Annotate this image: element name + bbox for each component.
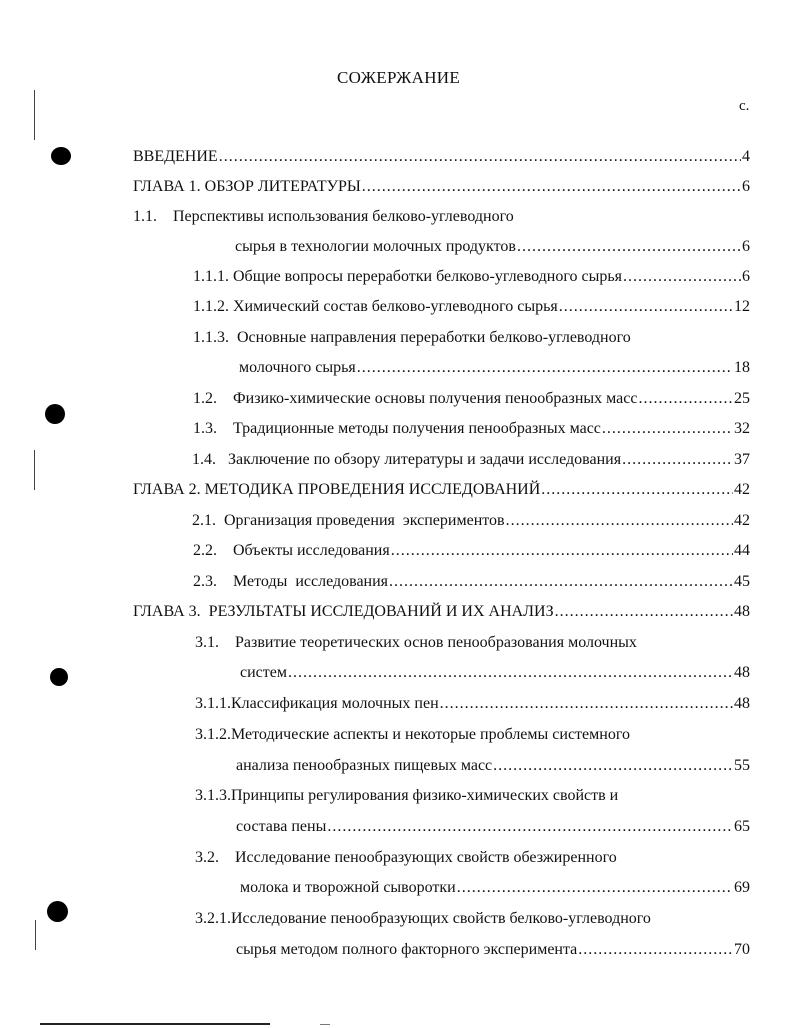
toc-leader-dots [622,450,733,470]
toc-entry[interactable] [236,940,750,960]
toc-entry-label: систем [240,664,287,681]
scan-bottom-edge [40,1023,270,1025]
punch-hole [51,147,71,165]
toc-entry-page: 65 [734,818,750,835]
page-title: СОЖЕРЖАНИЕ [336,68,461,87]
toc-entry[interactable] [195,725,630,745]
toc-entry[interactable] [193,267,750,287]
toc-leader-dots [219,147,741,167]
toc-entry[interactable] [236,756,750,776]
toc-entry-page: 6 [742,238,750,255]
toc-entry-label: 3.1.3.Принципы регулирования физико-химических свойств и [195,787,619,804]
toc-entry-label: 2.1. Организация проведения экспериментов [192,512,505,529]
toc-leader-dots [362,177,741,197]
toc-entry-page: 6 [742,178,750,195]
toc-entry-label: 1.2. Физико-химические основы получения пенообразных масс [193,390,638,407]
toc-entry-page: 12 [734,298,750,315]
toc-leader-dots [559,297,733,317]
toc-leader-dots [555,602,733,622]
toc-leader-dots [578,940,733,960]
toc-entry-label: 1.1.2. Химический состав белково-углеводного сырья [193,298,558,315]
toc-entry[interactable] [133,177,750,197]
toc-entry-label: ВВЕДЕНИЕ [133,148,218,165]
toc-entry[interactable] [195,848,617,868]
toc-leader-dots [493,756,733,776]
toc-entry[interactable] [195,633,637,653]
toc-leader-dots [623,267,741,287]
toc-entry[interactable] [193,297,750,317]
toc-entry-page: 70 [734,941,750,958]
toc-entry[interactable] [239,358,750,378]
toc-entry-label: 3.1.1.Классификация молочных пен [195,695,439,712]
toc-entry[interactable] [133,207,514,227]
toc-entry[interactable] [195,786,618,806]
toc-entry-label: ГЛАВА 3. РЕЗУЛЬТАТЫ ИССЛЕДОВАНИЙ И ИХ АНАЛИЗ [133,603,554,620]
toc-entry[interactable] [195,694,750,714]
toc-leader-dots [357,358,733,378]
toc-leader-dots [602,419,733,439]
toc-entry[interactable] [236,817,750,837]
toc-leader-dots [457,878,733,898]
toc-entry[interactable] [192,450,750,470]
toc-entry-page: 42 [734,512,750,529]
toc-entry[interactable] [193,541,750,561]
scan-edge-line [34,450,35,490]
toc-entry-page: 37 [734,451,750,468]
toc-entry-page: 48 [734,664,750,681]
toc-entry-label: анализа пенообразных пищевых масс [236,757,493,774]
toc-entry[interactable] [192,511,750,531]
toc-entry[interactable] [195,909,651,929]
punch-hole [45,404,65,424]
toc-entry-label: ГЛАВА 1. ОБЗОР ЛИТЕРАТУРЫ [133,178,361,195]
toc-leader-dots [506,511,733,531]
toc-entry-label: 1.1.1. Общие вопросы переработки белково-углеводного сырья [193,268,623,285]
toc-entry-page: 44 [734,542,750,559]
toc-entry-label: 1.3. Традиционные методы получения пенообразных масс [193,420,601,437]
toc-entry-label: молока и творожной сыворотки [240,879,456,896]
toc-entry[interactable] [193,328,631,348]
toc-entry-page: 6 [742,268,750,285]
toc-entry-label: 2.2. Объекты исследования [193,542,390,559]
toc-leader-dots [391,541,733,561]
toc-entry[interactable] [240,878,750,898]
punch-hole [50,668,68,686]
toc-entry-page: 4 [742,148,750,165]
toc-entry-page: 55 [734,757,750,774]
toc-entry-label: состава пены [236,818,327,835]
toc-entry[interactable] [240,663,750,683]
toc-entry[interactable] [235,237,750,257]
toc-entry[interactable] [193,419,750,439]
page-column-label: с. [739,98,750,114]
toc-entry[interactable] [133,480,750,500]
toc-leader-dots [327,817,733,837]
toc-entry-label: 1.1. Перспективы использования белково-углеводного [133,208,514,225]
toc-entry-label: 2.3. Методы исследования [193,573,389,590]
toc-entry-label: 3.1.2.Методические аспекты и некоторые проблемы системного [195,726,630,743]
scan-edge-line [34,90,35,140]
toc-entry-label: 3.2.1.Исследование пенообразующих свойств белково-углеводного [195,910,651,927]
toc-entry[interactable] [193,572,750,592]
toc-entry-page: 25 [734,390,750,407]
toc-leader-dots [288,663,733,683]
toc-entry-label: 3.2. Исследование пенообразующих свойств обезжиренного [195,849,617,866]
toc-entry-label: 3.1. Развитие теоретических основ пенообразования молочных [195,634,637,651]
scan-edge-line [35,920,36,950]
toc-leader-dots [440,694,733,714]
punch-hole [47,901,68,922]
toc-entry-page: 42 [734,481,750,498]
toc-leader-dots [638,389,733,409]
scan-bottom-edge [320,1024,330,1025]
toc-entry-label: 1.4. Заключение по обзору литературы и задачи исследования [192,451,622,468]
toc-entry-page: 32 [734,420,750,437]
toc-entry-page: 45 [734,573,750,590]
toc-entry-page: 69 [734,879,750,896]
toc-entry-label: сырья методом полного факторного эксперимента [236,941,578,958]
toc-entry[interactable] [193,389,750,409]
toc-leader-dots [389,572,733,592]
toc-entry-page: 48 [734,603,750,620]
toc-entry-label: 1.1.3. Основные направления переработки белково-углеводного [193,329,631,346]
toc-leader-dots [517,237,741,257]
toc-entry[interactable] [133,602,750,622]
toc-entry-page: 18 [734,359,750,376]
toc-leader-dots [541,480,733,500]
toc-entry[interactable] [133,147,750,167]
toc-entry-label: сырья в технологии молочных продуктов [235,238,516,255]
toc-entry-label: ГЛАВА 2. МЕТОДИКА ПРОВЕДЕНИЯ ИССЛЕДОВАНИЙ [133,481,541,498]
toc-entry-label: молочного сырья [239,359,356,376]
toc-entry-page: 48 [734,695,750,712]
